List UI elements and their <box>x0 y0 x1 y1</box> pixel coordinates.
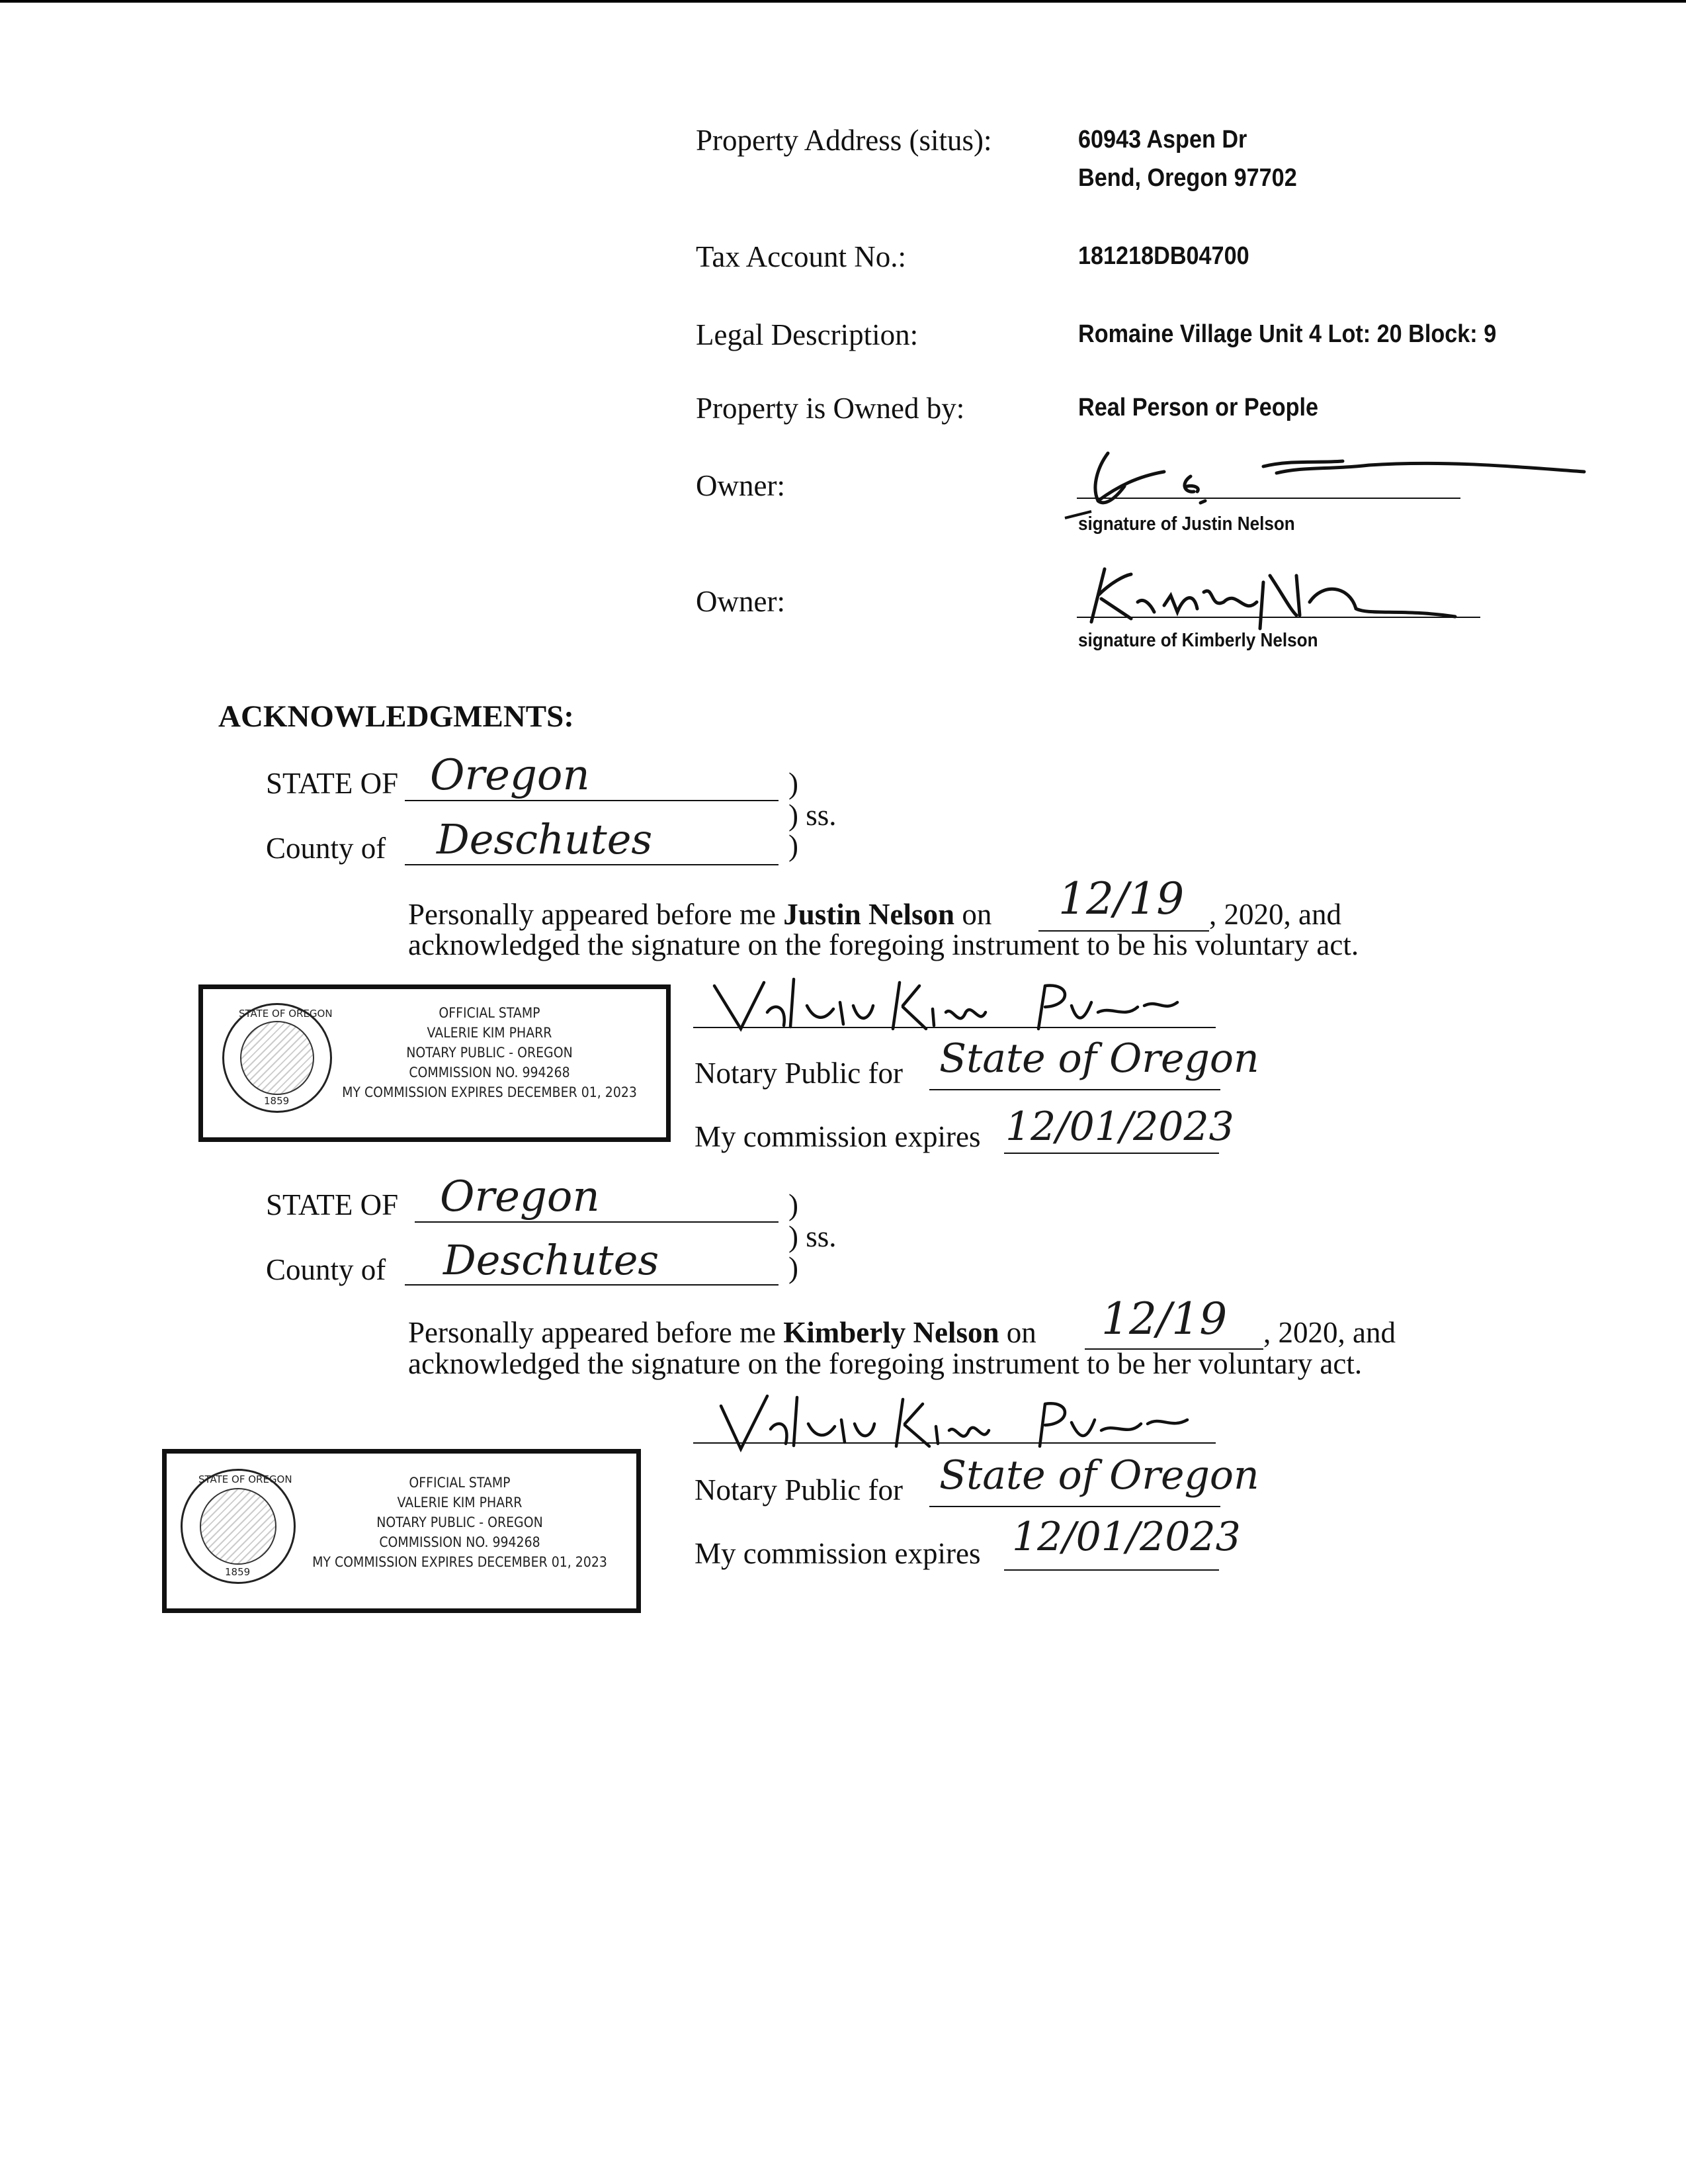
commission-expires-label: My commission expires <box>695 1120 981 1153</box>
stamp-expires: MY COMMISSION EXPIRES DECEMBER 01, 2023 <box>312 1554 607 1570</box>
acknowledged-line: acknowledged the signature on the foregoing instrument to be his voluntary act. <box>408 928 1359 961</box>
year-suffix: , 2020, and <box>1209 898 1341 931</box>
tax-account-label: Tax Account No.: <box>696 240 907 273</box>
notary-stamp <box>198 984 673 1145</box>
state-of-label: STATE OF <box>266 767 399 800</box>
property-address-line2: Bend, Oregon 97702 <box>1078 164 1297 192</box>
notary-stamp <box>162 1449 644 1616</box>
stamp-name: VALERIE KIM PHARR <box>397 1495 523 1510</box>
appeared-line <box>408 897 991 932</box>
appeared-prefix: Personally appeared before me <box>408 1316 784 1349</box>
property-address-line1: 60943 Aspen Dr <box>1078 126 1247 153</box>
stamp-commission: COMMISSION NO. 994268 <box>379 1534 540 1550</box>
acknowledged-line: acknowledged the signature on the foregoing instrument to be her voluntary act. <box>408 1347 1363 1380</box>
legal-description-label: Legal Description: <box>696 318 919 351</box>
paren: ) <box>788 767 798 800</box>
commission-expires-handwritten: 12/01/2023 <box>1012 1514 1241 1560</box>
owned-by-value: Real Person or People <box>1078 394 1319 421</box>
notary-public-label: Notary Public for <box>695 1057 903 1090</box>
seal-center <box>200 1488 276 1565</box>
county-of-handwritten: Deschutes <box>437 815 653 863</box>
seal-top-text: STATE OF OREGON <box>198 1473 292 1485</box>
notary-public-line <box>929 1506 1220 1507</box>
county-of-handwritten: Deschutes <box>443 1236 659 1284</box>
stamp-title: OFFICIAL STAMP <box>439 1005 540 1021</box>
owner-signature-caption: signature of Justin Nelson <box>1078 513 1295 535</box>
county-of-label: County of <box>266 1253 386 1286</box>
commission-expires-line <box>1004 1153 1219 1154</box>
ss-marker: ) ss. <box>788 1220 837 1253</box>
ss-marker: ) ss. <box>788 799 837 832</box>
notary-public-label: Notary Public for <box>695 1473 903 1507</box>
seal-center <box>240 1021 314 1095</box>
state-seal-icon <box>222 1003 332 1113</box>
appeared-on: on <box>999 1316 1036 1349</box>
state-of-handwritten: Oregon <box>440 1172 600 1221</box>
seal-top-text: STATE OF OREGON <box>239 1008 333 1020</box>
property-address-label: Property Address (situs): <box>696 124 992 157</box>
appeared-name: Kimberly Nelson <box>783 1316 999 1349</box>
paren: ) <box>788 829 798 862</box>
stamp-role: NOTARY PUBLIC - OREGON <box>376 1514 543 1530</box>
year-suffix: , 2020, and <box>1263 1316 1396 1349</box>
state-of-line <box>405 800 779 801</box>
appeared-prefix: Personally appeared before me <box>408 898 784 931</box>
county-of-label: County of <box>266 832 386 865</box>
owner-signature-kimberly <box>1072 556 1482 635</box>
notary-public-handwritten: State of Oregon <box>939 1035 1259 1082</box>
stamp-expires: MY COMMISSION EXPIRES DECEMBER 01, 2023 <box>342 1084 637 1100</box>
stamp-role: NOTARY PUBLIC - OREGON <box>406 1045 573 1061</box>
owner-label: Owner: <box>696 469 785 502</box>
owner-signature-line-2 <box>1077 617 1480 618</box>
state-of-handwritten: Oregon <box>430 751 590 800</box>
notary-signature-line <box>693 1027 1216 1028</box>
notary-signature-line <box>693 1442 1216 1444</box>
commission-expires-handwritten: 12/01/2023 <box>1005 1104 1234 1150</box>
notary-signature-text <box>701 966 707 967</box>
commission-expires-line <box>1004 1569 1219 1571</box>
state-of-label: STATE OF <box>266 1188 399 1221</box>
paren: ) <box>788 1188 798 1221</box>
state-seal-icon <box>181 1469 296 1584</box>
state-of-line <box>415 1221 779 1223</box>
tax-account-value: 181218DB04700 <box>1078 242 1249 270</box>
county-of-line <box>405 864 779 865</box>
notary-public-line <box>929 1089 1220 1090</box>
notary-public-handwritten: State of Oregon <box>939 1452 1259 1499</box>
paren: ) <box>788 1251 798 1284</box>
seal-year-text: 1859 <box>225 1566 251 1578</box>
county-of-line <box>405 1284 779 1286</box>
notary-signature-2 <box>701 1383 1230 1456</box>
owner-signature-caption: signature of Kimberly Nelson <box>1078 630 1318 651</box>
legal-description-value: Romaine Village Unit 4 Lot: 20 Block: 9 <box>1078 320 1497 348</box>
date-handwritten: 12/19 <box>1101 1293 1228 1344</box>
owner-signature-line-1 <box>1077 498 1460 499</box>
date-handwritten: 12/19 <box>1058 873 1185 924</box>
stamp-text-block <box>299 1473 620 1572</box>
scan-top-edge <box>0 0 1686 3</box>
acknowledgments-heading: ACKNOWLEDGMENTS: <box>218 699 574 734</box>
commission-expires-label: My commission expires <box>695 1537 981 1570</box>
stamp-text-block <box>329 1003 650 1102</box>
owner-label: Owner: <box>696 585 785 618</box>
owned-by-label: Property is Owned by: <box>696 392 965 425</box>
appeared-on: on <box>954 898 992 931</box>
stamp-commission: COMMISSION NO. 994268 <box>409 1065 570 1080</box>
seal-year-text: 1859 <box>264 1095 290 1107</box>
stamp-title: OFFICIAL STAMP <box>409 1475 511 1491</box>
appeared-line <box>408 1315 1036 1350</box>
stamp-name: VALERIE KIM PHARR <box>427 1025 552 1041</box>
appeared-name: Justin Nelson <box>783 898 955 931</box>
